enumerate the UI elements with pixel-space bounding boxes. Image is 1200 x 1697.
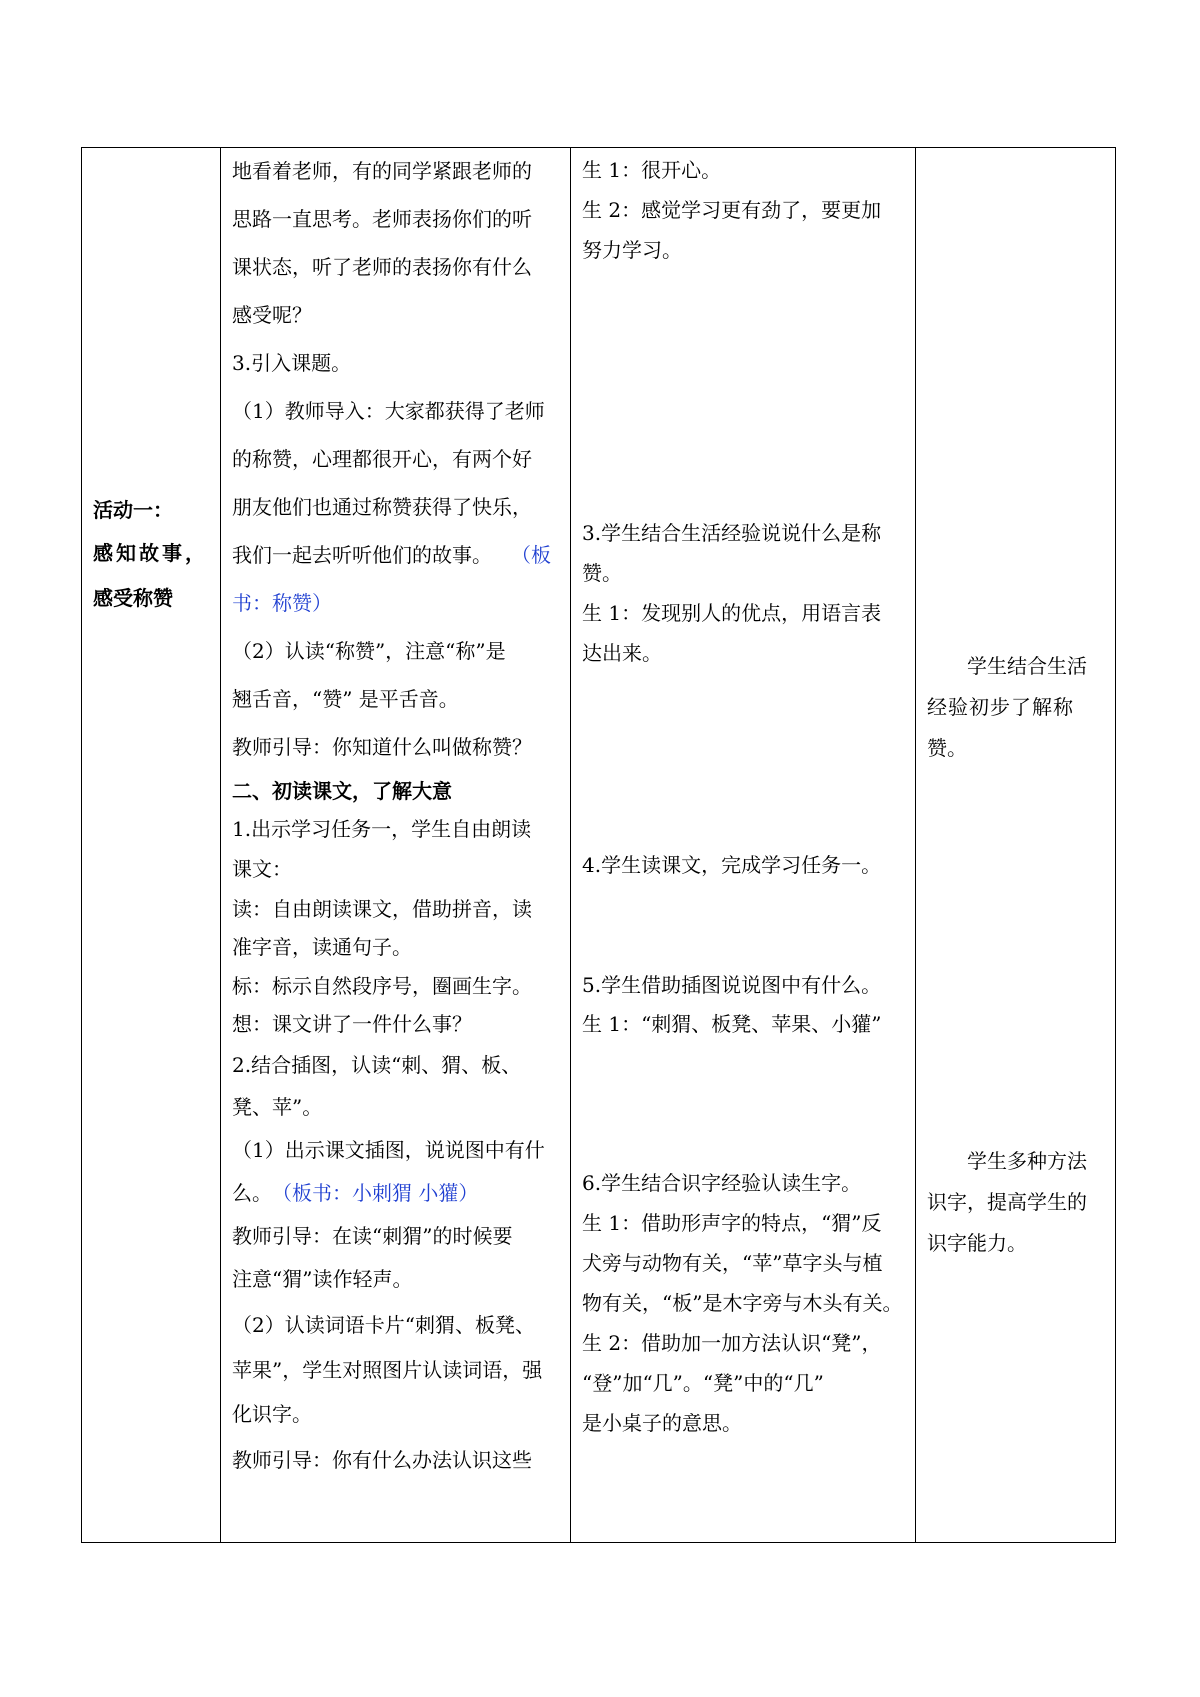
intent-text: 识字能力。 <box>927 1231 1027 1255</box>
intent-text: 经验初步了解称 <box>927 695 1074 719</box>
teacher-text: 翘舌音，“赞” 是平舌音。 <box>232 687 459 711</box>
teacher-text: 的称赞，心理都很开心，有两个好 <box>232 447 532 471</box>
teacher-text: 我们一起去听听他们的故事。 <box>232 543 492 567</box>
teacher-text: （2）认读“称赞”，注意“称”是 <box>232 639 506 663</box>
activity-column <box>82 148 220 1542</box>
teacher-text: （1）教师导入：大家都获得了老师 <box>232 399 545 423</box>
student-column <box>571 148 915 1542</box>
student-text: 生 1：借助形声字的特点，“猬”反 <box>582 1211 882 1235</box>
student-text: 努力学习。 <box>582 238 682 262</box>
student-text: 犬旁与动物有关，“苹”草字头与植 <box>582 1251 883 1275</box>
student-text: 6.学生结合识字经验认读生字。 <box>582 1171 862 1195</box>
student-text: 5.学生借助插图说说图中有什么。 <box>582 973 882 997</box>
teacher-text: 1.出示学习任务一，学生自由朗读 <box>232 817 532 841</box>
teacher-text: 教师引导：在读“刺猬”的时候要 <box>232 1224 513 1248</box>
student-text: 赞。 <box>582 561 622 585</box>
intent-text: 识字，提高学生的 <box>927 1190 1087 1214</box>
student-text: 生 1：“刺猬、板凳、苹果、小獾” <box>582 1012 882 1036</box>
student-text: 达出来。 <box>582 641 662 665</box>
section-heading: 二、初读课文，了解大意 <box>232 779 452 803</box>
student-text: 是小桌子的意思。 <box>582 1411 742 1435</box>
student-text: 物有关，“板”是木字旁与木头有关。 <box>582 1291 903 1315</box>
teacher-text: 教师引导：你有什么办法认识这些 <box>232 1448 532 1472</box>
teacher-text: 想：课文讲了一件什么事？ <box>232 1012 472 1036</box>
teacher-text: 苹果”，学生对照图片认读词语，强 <box>232 1358 543 1382</box>
student-text: 生 2：感觉学习更有劲了，要更加 <box>582 198 882 222</box>
teacher-text: 2.结合插图，认读“刺、猬、板、 <box>232 1053 522 1077</box>
teacher-column <box>221 148 570 1542</box>
teacher-text: 思路一直思考。老师表扬你们的听 <box>232 207 532 231</box>
board-note: （板书：小刺猬 小獾） <box>272 1181 479 1205</box>
activity-subtitle: 感知故事， <box>93 541 208 565</box>
intent-text: 学生多种方法 <box>967 1149 1087 1173</box>
teacher-text: 读：自由朗读课文，借助拼音，读 <box>232 897 532 921</box>
student-text: 4.学生读课文，完成学习任务一。 <box>582 853 882 877</box>
teacher-text: （2）认读词语卡片“刺猬、板凳、 <box>232 1313 535 1337</box>
activity-title: 活动一： <box>93 498 173 522</box>
student-text: “登”加“几”。“凳”中的“几” <box>582 1371 824 1395</box>
teacher-text: （1）出示课文插图，说说图中有什 <box>232 1138 545 1162</box>
intent-column <box>916 148 1115 1542</box>
teacher-text: 准字音，读通句子。 <box>232 935 412 959</box>
teacher-text: 么。 <box>232 1181 272 1205</box>
lesson-plan-table <box>81 147 1116 1543</box>
teacher-text: 地看着老师，有的同学紧跟老师的 <box>232 159 532 183</box>
intent-text: 赞。 <box>927 736 967 760</box>
board-note: 书：称赞） <box>232 591 332 615</box>
student-text: 生 2：借助加一加方法认识“凳”， <box>582 1331 882 1355</box>
teacher-text: 标：标示自然段序号，圈画生字。 <box>232 974 532 998</box>
student-text: 生 1：很开心。 <box>582 158 722 182</box>
teacher-text: 化识字。 <box>232 1402 312 1426</box>
teacher-text: 朋友他们也通过称赞获得了快乐， <box>232 495 532 519</box>
teacher-text: 课状态，听了老师的表扬你有什么 <box>232 255 532 279</box>
teacher-text: 感受呢？ <box>232 303 312 327</box>
student-text: 生 1：发现别人的优点，用语言表 <box>582 601 882 625</box>
intent-text: 学生结合生活 <box>967 654 1087 678</box>
teacher-text: 课文： <box>232 857 292 881</box>
board-note: （板 <box>511 543 551 567</box>
teacher-text: 注意“猬”读作轻声。 <box>232 1267 413 1291</box>
activity-subtitle: 感受称赞 <box>93 586 173 610</box>
teacher-text: 3.引入课题。 <box>232 351 352 375</box>
student-text: 3.学生结合生活经验说说什么是称 <box>582 521 882 545</box>
teacher-text: 凳、苹”。 <box>232 1095 323 1119</box>
teacher-text: 教师引导：你知道什么叫做称赞？ <box>232 735 532 759</box>
